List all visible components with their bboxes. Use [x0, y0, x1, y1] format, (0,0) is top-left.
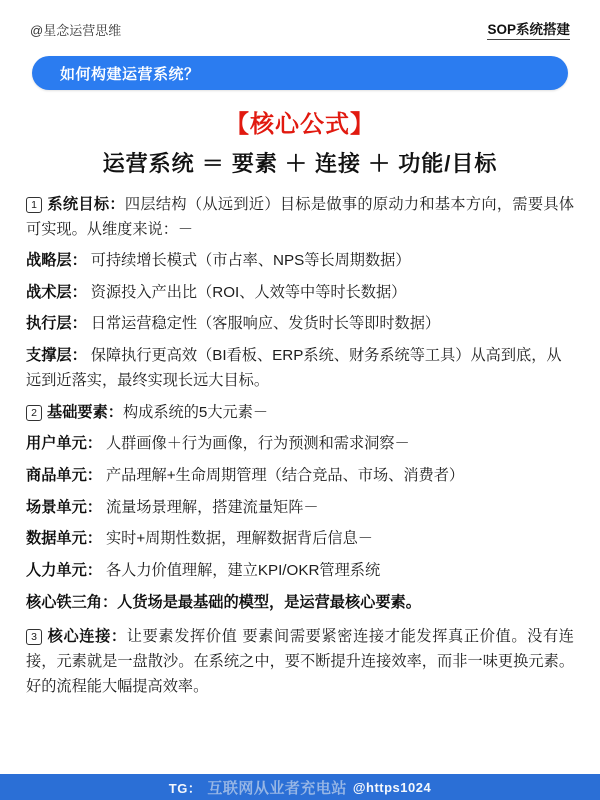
section-2: [26, 400, 574, 425]
unit-text: 产品理解+生命周期管理（结合竞品、市场、消费者）: [105, 466, 465, 484]
layer-text: 可持续增长模式（市占率、NPS等长周期数据）: [90, 252, 411, 270]
unit-label: 用户单元：: [26, 435, 102, 453]
section-3: [26, 624, 574, 699]
footer-left-text: TG：: [168, 780, 202, 796]
layer-text: 保障执行更高效（BI看板、ERP系统、财务系统等工具）从高到底，从远到近落实，最终实现长远大目标。: [26, 347, 562, 389]
header: [18, 0, 582, 46]
highlight-line: 核心铁三角：人货场是最基础的模型，是运营最核心要素。: [26, 594, 421, 612]
layer-text: 日常运营稳定性（客服响应、发货时长等即时数据）: [90, 315, 441, 333]
header-topic: SOP系统搭建: [487, 18, 570, 40]
unit-text: 人群画像＋行为画像，行为预测和需求洞察－: [105, 435, 410, 453]
unit-label: 商品单元：: [26, 466, 102, 484]
unit-row-scene: [26, 496, 574, 521]
unit-label: 场景单元：: [26, 498, 102, 516]
layer-row-tactics: [26, 281, 574, 306]
layer-text: 资源投入产出比（ROI、人效等中等时长数据）: [90, 283, 407, 301]
unit-label: 数据单元：: [26, 530, 102, 548]
layer-row-strategy: [26, 249, 574, 274]
section-3-number: 3: [26, 629, 42, 645]
layer-label: 执行层：: [26, 315, 87, 333]
section-1-title: 系统目标：: [47, 196, 125, 213]
footer-right-text: @https1024: [352, 779, 432, 795]
formula-body: 运营系统 ＝ 要素 ＋ 连接 ＋ 功能/目标: [102, 151, 498, 176]
section-2-text: 构成系统的5大元素－: [122, 404, 269, 422]
section-2-title: 基础要素：: [47, 404, 123, 422]
section-3-title: 核心连接：: [47, 627, 127, 645]
layer-label: 战略层：: [26, 252, 87, 270]
section-2-number: 2: [26, 405, 42, 421]
unit-row-product: [26, 464, 574, 489]
footer-watermark: [0, 774, 600, 800]
page-title: 如何构建运营系统？: [32, 56, 568, 90]
content-body: [18, 192, 582, 699]
unit-row-manpower: [26, 559, 574, 584]
unit-label: 人力单元：: [26, 561, 102, 579]
section-1-number: 1: [26, 197, 42, 213]
unit-row-user: [26, 432, 574, 457]
unit-text: 各人力价值理解，建立KPI/OKR管理系统: [105, 561, 381, 579]
section-1-text: 四层结构（从远到近）目标是做事的原动力和基本方向，需要具体可实现。从维度来说：－: [26, 196, 574, 239]
author-handle: @星念运营思维: [30, 22, 122, 38]
formula-heading: 【核心公式】: [225, 111, 375, 138]
section-1: [26, 192, 574, 242]
footer-center-text: 互联网从业者充电站: [207, 779, 347, 797]
layer-row-execution: [26, 312, 574, 337]
unit-text: 流量场景理解，搭建流量矩阵－: [105, 498, 319, 516]
layer-label: 战术层：: [26, 283, 87, 301]
layer-label: 支撑层：: [26, 347, 87, 365]
unit-text: 实时+周期性数据，理解数据背后信息－: [105, 530, 373, 548]
section-3-text: 让要素发挥价值 要素间需要紧密连接才能发挥真正价值。没有连接，元素就是一盘散沙。在系统之中，要不断提升连接效率，而非一味更换元素。好的流程能大幅提高效率。: [26, 627, 574, 695]
layer-row-support: [26, 344, 574, 393]
unit-row-data: [26, 527, 574, 552]
